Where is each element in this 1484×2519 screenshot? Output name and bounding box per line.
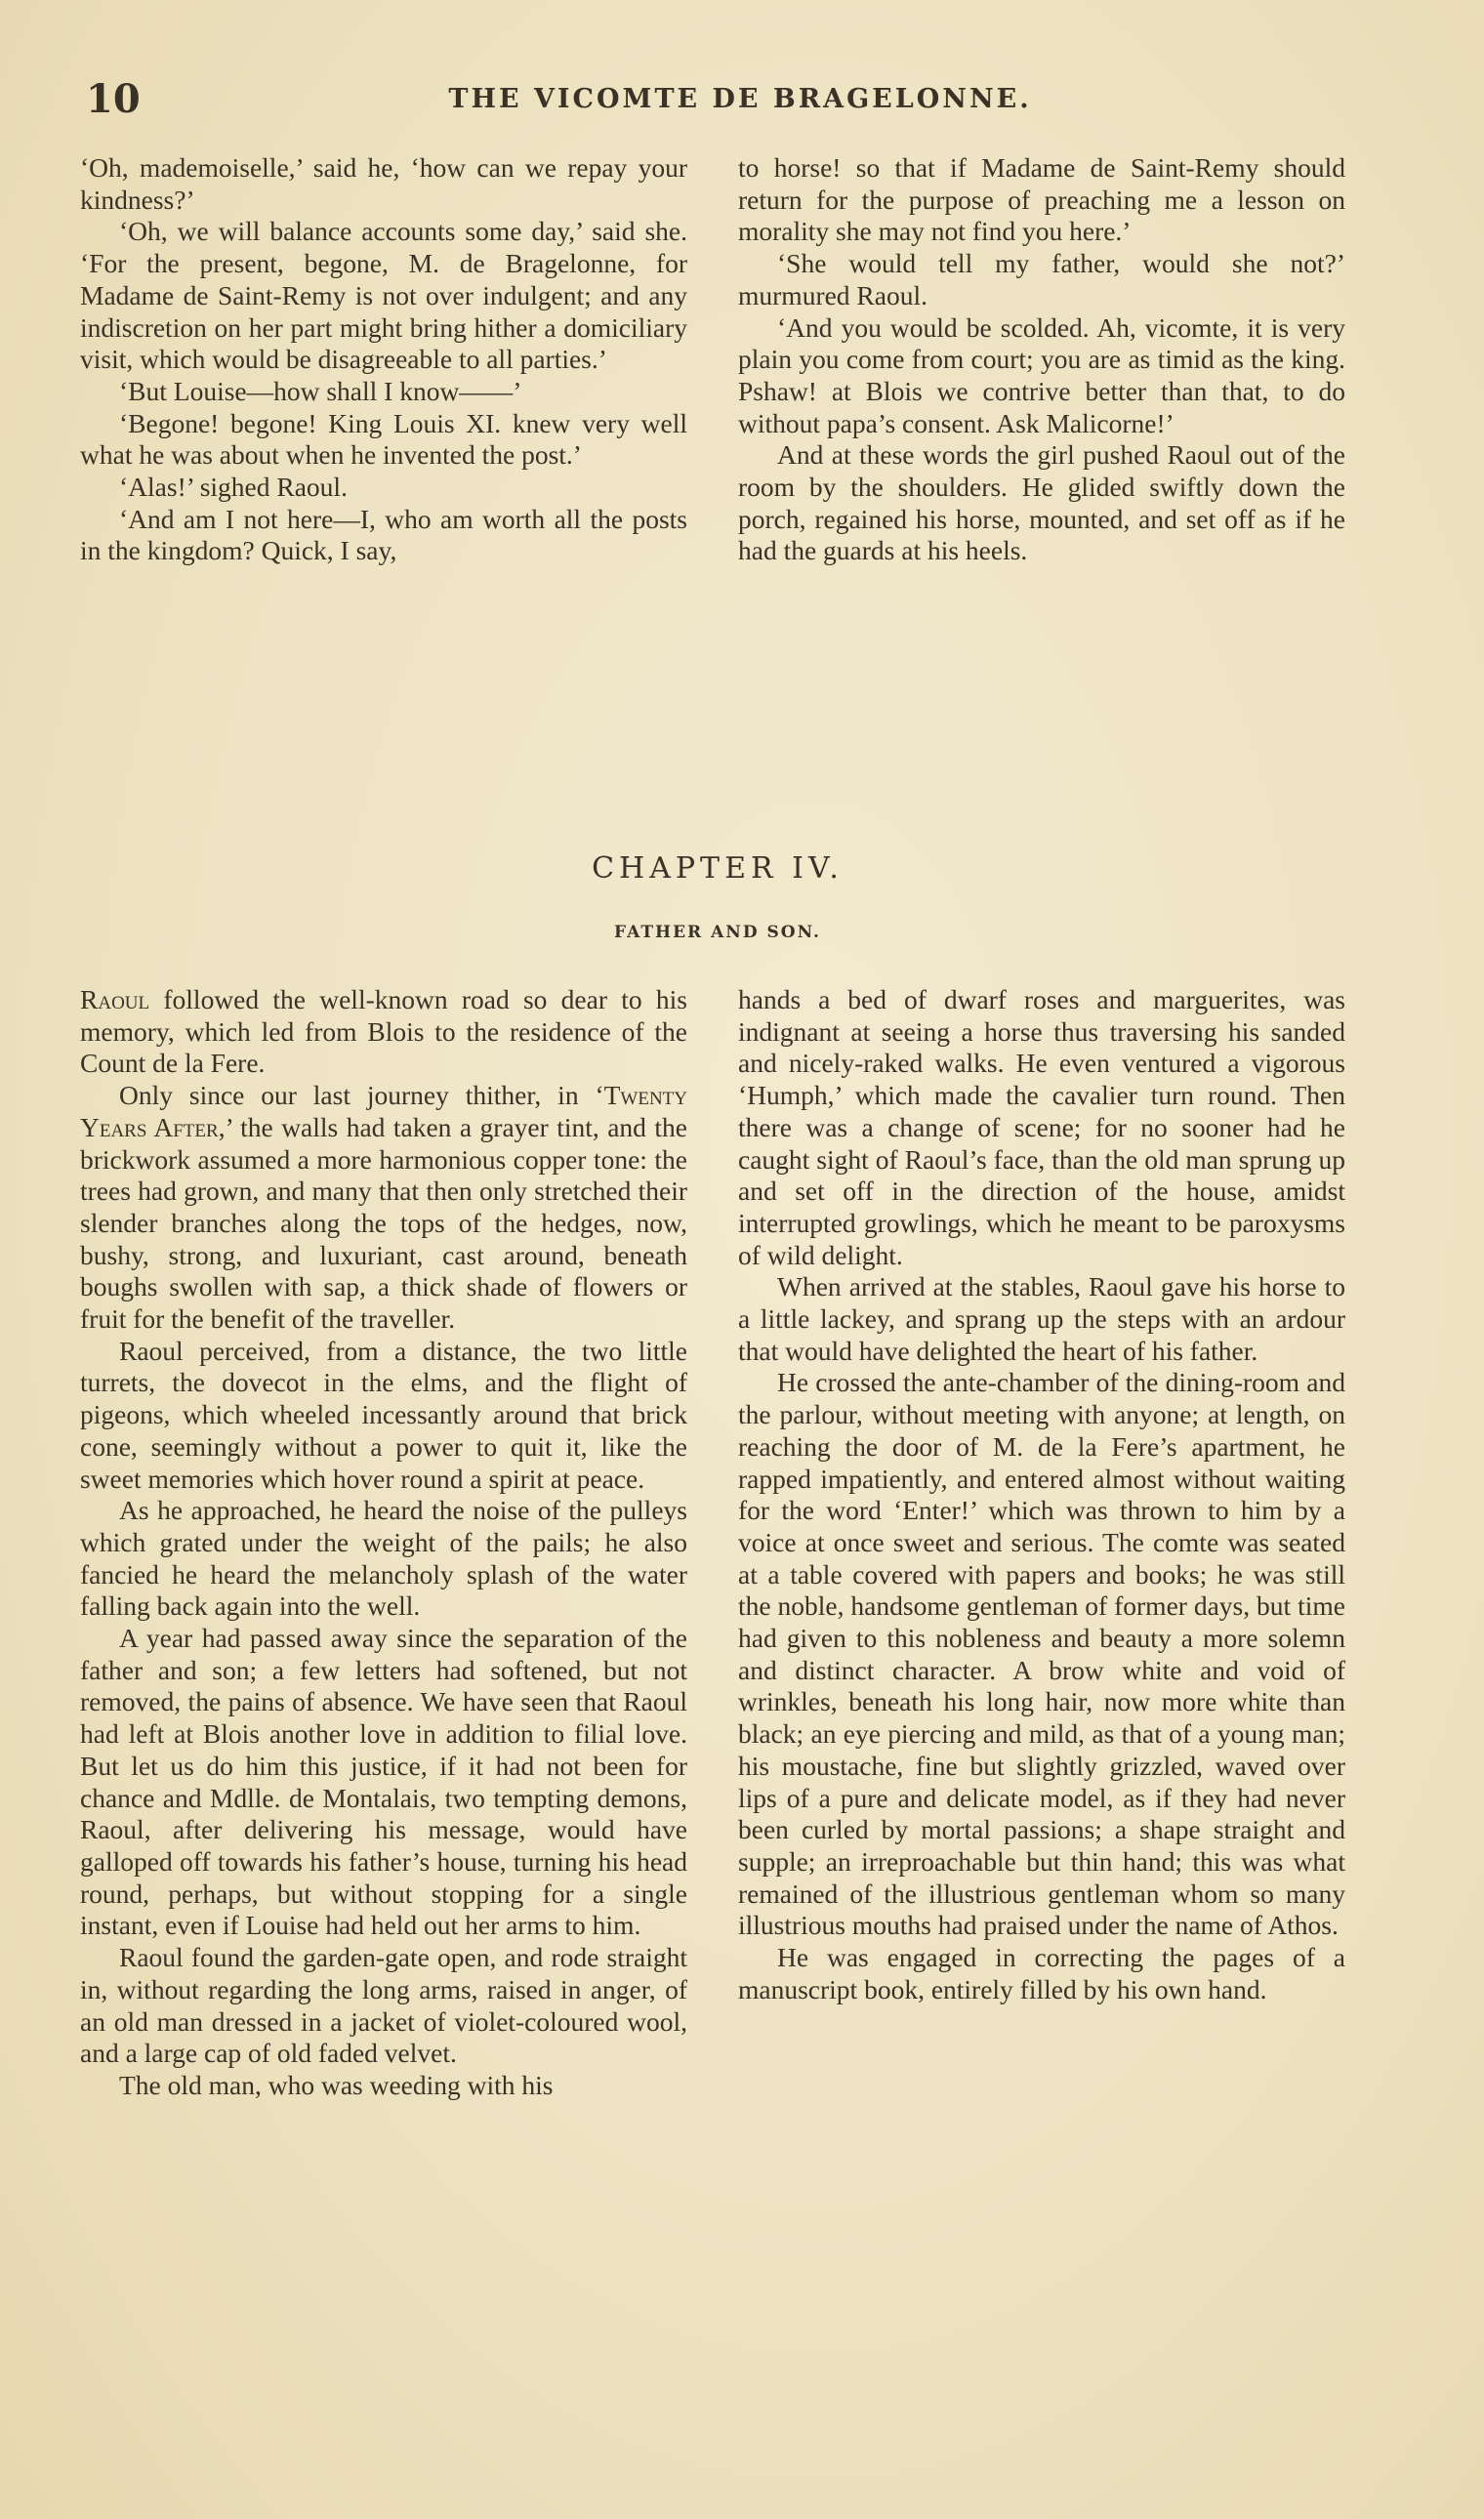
top-left-column	[80, 152, 687, 567]
opening-word: Raoul	[80, 984, 150, 1014]
paragraph: Raoul perceived, from a distance, the two little turrets, the dovecot in the elms, and the flight of pigeons, which wheeled incessantly around that brick cone, seemingly without a power to quit it, like the sweet memories which hover round a spirit at peace.	[80, 1335, 687, 1494]
paragraph: ‘Alas!’ sighed Raoul.	[119, 472, 348, 503]
opening-text: followed the well-known road so dear to his memory, which led from Blois to the residence of the Count de la Fere.	[80, 984, 687, 1079]
paragraph: He crossed the ante-chamber of the dining-room and the parlour, without meeting with anyone; at length, on reaching the door of M. de la Fere’s apartment, he rapped impatiently, and entered almost without waiting for the word ‘Enter!’ which was thrown to him by a voice at once sweet and serious. The comte was seated at a table covered with papers and books; he was still the noble, handsome gentleman of former days, but time had given to this nobleness and beauty a more solemn and distinct character. A brow white and void of wrinkles, beneath his long hair, now more white than black; an eye piercing and mild, as that of a young man; his moustache, fine but slightly grizzled, waved over lips of a pure and delicate model, as if they had never been curled by mortal passions; a shape straight and supple; an irreproachable but thin hand; this was what remained of the illustrious gentleman whom so many illustrious mouths had praised under the name of Athos.	[738, 1367, 1345, 1941]
paragraph: ‘And you would be scolded. Ah, vicomte, it is very plain you come from court; you are as timid as the king. Pshaw! at Blois we contrive better than that, to do without papa’s consent. Ask Malicorne!’	[738, 311, 1345, 438]
paragraph: He was engaged in correcting the pages of a manuscript book, entirely filled by his own hand.	[738, 1942, 1345, 2004]
bottom-right-column	[738, 984, 1345, 2006]
chapter-subtitle: FATHER AND SON.	[614, 923, 821, 942]
paragraph: And at these words the girl pushed Raoul out of the room by the shoulders. He glided swiftly down the porch, regained his horse, mounted, and set off as if he had the guards at his heels.	[738, 439, 1345, 566]
paragraph	[80, 1080, 687, 1336]
book-reference: Twenty Years After	[80, 1080, 687, 1142]
paragraph: ‘Oh, mademoiselle,’ said he, ‘how can we repay your kindness?’	[80, 152, 687, 215]
paragraph: The old man, who was weeding with his	[119, 2069, 554, 2100]
book-title: THE VICOMTE DE BRAGELONNE.	[448, 84, 1032, 114]
bottom-left-column	[80, 984, 687, 2102]
chapter-heading: CHAPTER IV.	[592, 851, 844, 886]
paragraph: ‘But Louise—how shall I know——’	[119, 375, 522, 406]
paragraph: ‘And am I not here—I, who am worth all the posts in the kingdom? Quick, I say,	[80, 503, 687, 566]
paragraph: Raoul found the garden-gate open, and rode straight in, without regarding the long arms, raised in anger, of an old man dressed in a jacket of violet-coloured wool, and a large cap of old faded velvet.	[80, 1942, 687, 2069]
paragraph: A year had passed away since the separation of the father and son; a few letters had softened, but not removed, the pains of absence. We have seen that Raoul had left at Blois another love in addition to filial love. But let us do him this justice, if it had not been for chance and Mdlle. de Montalais, two tempting demons, Raoul, after delivering his message, would have galloped off towards his father’s house, turning his head round, perhaps, but without stopping for a single instant, even if Louise had held out her arms to him.	[80, 1623, 687, 1941]
paragraph: to horse! so that if Madame de Saint-Remy should return for the purpose of preaching me a lesson on morality she may not find you here.’	[738, 152, 1345, 247]
running-head	[86, 76, 1394, 135]
text-span: Only since our last journey thither, in ‘	[119, 1080, 604, 1111]
opening-paragraph	[80, 984, 687, 1080]
paragraph: ‘Begone! begone! King Louis XI. knew very well what he was about when he invented the post.’	[80, 407, 687, 471]
paragraph: hands a bed of dwarf roses and marguerites, was indignant at seeing a horse thus traversing his sanded and nicely-raked walks. He even ventured a vigorous ‘Humph,’ which made the cavalier turn round. Then there was a change of scene; for no sooner had he caught sight of Raoul’s face, than the old man sprung up and set off in the direction of the house, amidst interrupted growlings, which he meant to be paroxysms of wild delight.	[738, 984, 1345, 1270]
paragraph: As he approached, he heard the noise of the pulleys which grated under the weight of the pails; he also fancied he heard the melancholy splash of the water falling back again into the well.	[80, 1495, 687, 1622]
page-number: 10	[86, 76, 141, 122]
paragraph: ‘Oh, we will balance accounts some day,’ said she. ‘For the present, begone, M. de Bragelonne, for Madame de Saint-Remy is not over indulgent; and any indiscretion on her part might bring hither a domiciliary visit, which would be disagreeable to all parties.’	[80, 216, 687, 375]
paragraph: When arrived at the stables, Raoul gave his horse to a little lackey, and sprang up the steps with an ardour that would have delighted the heart of his father.	[738, 1271, 1345, 1366]
top-right-column	[738, 152, 1345, 567]
paragraph: ‘She would tell my father, would she not?’ murmured Raoul.	[738, 248, 1345, 310]
text-span: ,’ the walls had taken a grayer tint, and the brickwork assumed a more harmonious copper tone: the trees had grown, and many that then only stretched their slender branches along the tops of the hedges, now, bushy, strong, and luxuriant, cast around, beneath boughs swollen with sap, a thick shade of flowers or fruit for the benefit of the traveller.	[80, 1111, 687, 1335]
